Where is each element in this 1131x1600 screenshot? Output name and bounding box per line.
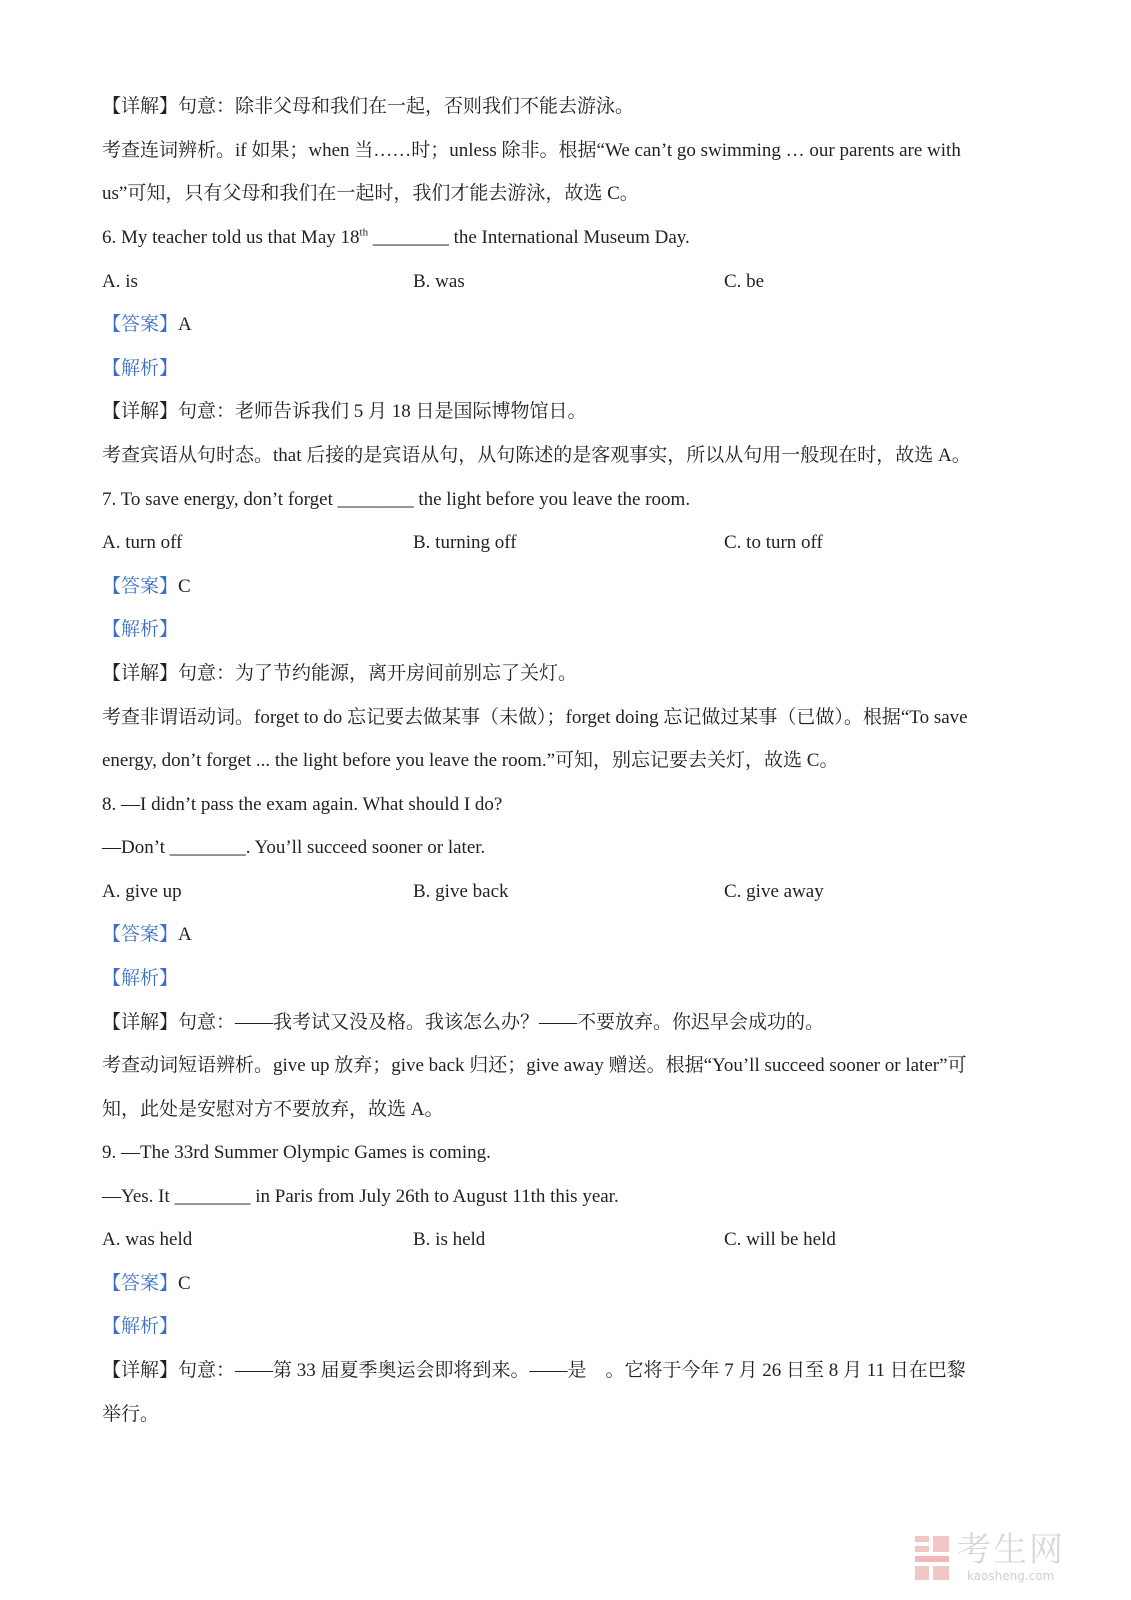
detail-line-8: 【详解】句意：——我考试又没及格。我该怎么办？——不要放弃。你迟早会成功的。 — [102, 1012, 825, 1033]
question-stem-8: 8. —I didn’t pass the exam again. What should I do? — [102, 794, 503, 815]
analysis-line: us”可知，只有父母和我们在一起时，我们才能去游泳，故选 C。 — [102, 183, 639, 204]
question-stem-6: 6. My teacher told us that May 18th ________ the International Museum Day. — [102, 226, 690, 248]
answer-line-9 — [102, 1271, 1001, 1297]
answer-label: 【答案】 — [102, 576, 179, 597]
answer-line-8 — [102, 922, 1001, 948]
analysis-line-7: 考查非谓语动词。forget to do 忘记要去做某事（未做）；forget doing 忘记做过某事（已做）。根据“To save — [102, 707, 968, 728]
option-c: C. to turn off — [724, 532, 823, 553]
analysis-line: 考查连词辨析。if 如果；when 当……时；unless 除非。根据“We can’t go swimming … our parents are with — [102, 140, 961, 161]
option-a: A. turn off — [102, 532, 183, 553]
analysis-label-6: 【解析】 — [102, 358, 179, 379]
analysis-label-9: 【解析】 — [102, 1316, 179, 1337]
analysis-line-8: 知，此处是安慰对方不要放弃，故选 A。 — [102, 1099, 444, 1120]
option-a: A. is — [102, 271, 138, 292]
detail-line-9: 【详解】句意：——第 33 届夏季奥运会即将到来。——是 。它将于今年 7 月 26 日至 8 月 11 日在巴黎 — [102, 1360, 966, 1381]
option-a: A. give up — [102, 881, 182, 902]
analysis-label-8: 【解析】 — [102, 968, 179, 989]
answer-line-7 — [102, 574, 1001, 600]
watermark — [913, 1530, 1091, 1586]
option-c: C. give away — [724, 881, 824, 902]
answer-value: C — [178, 1273, 191, 1294]
detail-line-9-cont: 举行。 — [102, 1404, 160, 1425]
analysis-line-8: 考查动词短语辨析。give up 放弃；give back 归还；give away 赠送。根据“You’ll succeed sooner or later”可 — [102, 1055, 967, 1076]
answer-label: 【答案】 — [102, 1273, 179, 1294]
answer-label: 【答案】 — [102, 924, 179, 945]
analysis-label-7: 【解析】 — [102, 619, 179, 640]
option-c: C. will be held — [724, 1229, 836, 1250]
analysis-line-6: 考查宾语从句时态。that 后接的是宾语从句，从句陈述的是客观事实，所以从句用一般现在时，故选 A。 — [102, 445, 971, 466]
answer-value: A — [178, 924, 192, 945]
detail-line: 【详解】句意：除非父母和我们在一起，否则我们不能去游泳。 — [102, 96, 635, 117]
watermark-text: 考生网 — [957, 1530, 1065, 1570]
answer-value: C — [178, 576, 191, 597]
analysis-line-7: energy, don’t forget ... the light before you leave the room.”可知，别忘记要去关灯，故选 C。 — [102, 750, 839, 771]
option-b: B. is held — [413, 1229, 486, 1250]
answer-label: 【答案】 — [102, 314, 179, 335]
question-stem-9: 9. —The 33rd Summer Olympic Games is coming. — [102, 1142, 491, 1163]
watermark-url: kaosheng.com — [967, 1569, 1055, 1583]
question-stem-8: —Don’t ________. You’ll succeed sooner or later. — [102, 837, 486, 858]
detail-line-7: 【详解】句意：为了节约能源，离开房间前别忘了关灯。 — [102, 663, 578, 684]
question-stem-7: 7. To save energy, don’t forget ________ the light before you leave the room. — [102, 489, 691, 510]
answer-line-6 — [102, 312, 1001, 338]
option-b: B. was — [413, 271, 465, 292]
kaosheng-logo-icon — [913, 1532, 953, 1584]
option-a: A. was held — [102, 1229, 193, 1250]
option-b: B. give back — [413, 881, 509, 902]
answer-value: A — [178, 314, 192, 335]
detail-line-6: 【详解】句意：老师告诉我们 5 月 18 日是国际博物馆日。 — [102, 401, 587, 422]
option-b: B. turning off — [413, 532, 517, 553]
option-c: C. be — [724, 271, 765, 292]
question-stem-9: —Yes. It ________ in Paris from July 26th to August 11th this year. — [102, 1186, 619, 1207]
